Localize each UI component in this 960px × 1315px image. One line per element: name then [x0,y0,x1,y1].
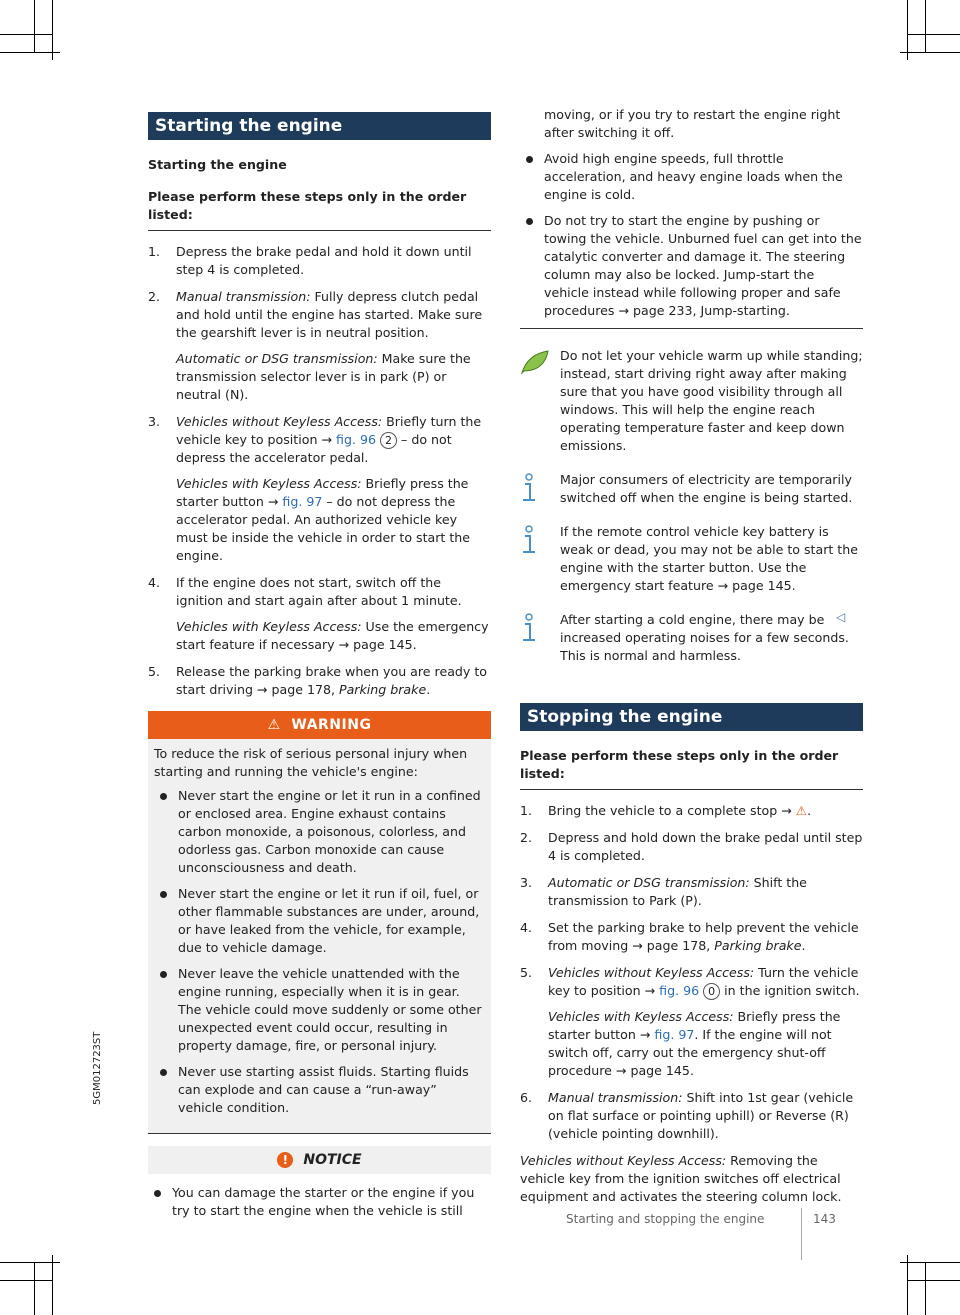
right-column [520,106,863,1206]
left-column [148,112,491,1228]
step-text: Depress the brake pedal and hold it down until step 4 is completed. [176,244,472,277]
notice-header [148,1146,491,1174]
step-text: Release the parking brake when you are ready to start driving → page 178, [176,664,488,697]
step-item [520,1089,863,1143]
step-text: – do not depress the accelerator pedal. [176,432,452,465]
warning-icon[interactable]: ⚠ [795,803,808,818]
note-text: Major consumers of electricity are temporarily switched off when the engine is being started. [560,472,853,505]
step-item [520,829,863,865]
step-item [148,288,491,404]
crop-mark [52,0,53,60]
section-title: Starting the engine [148,112,491,140]
notice-title: NOTICE [303,1152,362,1168]
step-number: 4. [148,575,161,590]
step-text: – do not depress the accelerator pedal. An authorized vehicle key must be inside the vehicle in order to start the engine. [176,494,471,563]
step-number: 1. [520,803,533,818]
crop-mark [925,1263,926,1315]
stop-steps [520,802,863,1143]
crop-mark [908,34,960,35]
notice-list-continued [520,150,863,320]
steps-intro: Please perform these steps only in the order listed: [148,188,491,231]
step-label: Vehicles with Keyless Access: [548,1009,734,1024]
step-number: 1. [148,244,161,259]
step-number: 2. [148,289,161,304]
step-number: 3. [148,414,161,429]
footer-chapter: Starting and stopping the engine [566,1212,765,1226]
crop-mark [52,1255,53,1315]
step-text: Briefly press the starter button [548,1009,841,1042]
step-text: in the ignition switch. [720,983,860,998]
list-item: Never start the engine or let it run in a confined or enclosed area. Engine exhaust contains carbon monoxide, a poisonous, colorless, and odorless gas. Carbon monoxide can cause unconsciousness and death. [154,787,485,877]
subheading: Starting the engine [148,157,287,172]
step-text: Bring the vehicle to a complete stop → [548,803,792,818]
step-item [148,413,491,565]
warning-box [148,711,491,1134]
step-text: Fully depress clutch pedal and hold until the engine has started. Make sure the gearshift lever is in neutral position. [176,289,483,340]
punctuation: . [426,682,431,697]
info-icon [520,525,538,555]
arrow-icon: → [267,494,279,509]
step-label: Manual transmission: [176,289,311,304]
crop-mark [907,1255,908,1315]
step-text: Set the parking brake to help prevent the vehicle from moving → page 178, [548,920,859,953]
list-item: You can damage the starter or the engine if you try to start the engine when the vehicle is still [148,1184,491,1220]
page-number: 143 [813,1212,836,1226]
step-text: Briefly turn the vehicle key to position [176,414,482,447]
step-label: Automatic or DSG transmission: [548,875,750,890]
position-badge: 2 [380,432,397,449]
step-text: . If the engine will not switch off, carry out the emergency shut-off procedure → page 145. [548,1027,832,1078]
closing-label: Vehicles without Keyless Access: [520,1153,727,1168]
step-number: 4. [520,920,533,935]
step-item: 1. Bring the vehicle to a complete stop → ⚠. [520,803,812,818]
crop-mark [907,0,908,60]
arrow-icon: → [321,432,333,447]
step-label: Vehicles with Keyless Access: [176,476,362,491]
step-label: Manual transmission: [548,1090,683,1105]
warning-icon: ⚠ [267,717,281,733]
step-text: Shift the transmission to Park (P). [548,875,807,908]
punctuation: . [801,938,806,953]
figure-link[interactable]: fig. 97 [654,1027,695,1042]
steps-intro: Please perform these steps only in the order listed: [520,747,863,790]
step-text: Use the emergency start feature if necessary → page 145. [176,619,489,652]
crop-mark [34,0,35,52]
crop-mark [0,1280,52,1281]
notice-icon: ! [277,1152,293,1168]
note-text: Do not let your vehicle warm up while standing; instead, start driving right away after making sure that you have good visibility through all windows. This will help the engine reach operating temperature faster and keep down emissions. [560,348,863,453]
list-item: Never leave the vehicle unattended with the engine running, especially when it is in gear. The vehicle could move suddenly or some other unexpected event could occur, resulting in property damage, fire, or personal injury. [154,965,485,1055]
crop-mark [0,34,52,35]
section-end-triangle-icon: ◁ [836,610,846,624]
page-ref-title: Parking brake [714,938,802,953]
info-icon [520,473,538,503]
step-text: Shift into 1st gear (vehicle on flat surface or pointing uphill) or Reverse (R) (vehicle pointing downhill). [548,1090,854,1141]
crop-mark [900,52,960,53]
warning-list [154,787,485,1117]
step-item [520,919,863,955]
crop-mark [900,1262,960,1263]
step-number: 3. [520,875,533,890]
step-item [148,574,491,654]
notice-continued: moving, or if you try to restart the engine right after switching it off. [544,107,841,140]
step-item [520,964,863,1080]
figure-link[interactable]: fig. 97 [282,494,323,509]
warning-title: WARNING [291,717,372,733]
position-badge: 0 [703,983,720,1000]
step-number: 2. [520,830,533,845]
environment-note [520,347,863,455]
info-note [520,471,863,507]
step-text: Turn the vehicle key to position [548,965,859,998]
step-text: Depress and hold down the brake pedal until step 4 is completed. [548,830,863,863]
step-text: Briefly press the starter button [176,476,469,509]
step-label: Vehicles with Keyless Access: [176,619,362,634]
list-item: Avoid high engine speeds, full throttle acceleration, and heavy engine loads when the engine is cold. [520,150,863,204]
list-item: Never use starting assist fluids. Starting fluids can explode and can cause a “run-away” vehicle condition. [154,1063,485,1117]
step-item [148,243,491,279]
warning-intro: To reduce the risk of serious personal injury when starting and running the vehicle's engine: [154,746,468,779]
step-label: Vehicles without Keyless Access: [176,414,383,429]
step-text: If the engine does not start, switch off the ignition and start again after about 1 minute. [176,575,462,608]
crop-mark [0,1262,60,1263]
start-steps [148,243,491,699]
closing-text: Removing the vehicle key from the ignition switches off electrical equipment and activates the steering column lock. [520,1153,842,1204]
step-number: 6. [520,1090,533,1105]
info-icon [520,613,538,643]
list-item: Do not try to start the engine by pushing or towing the vehicle. Unburned fuel can get into the catalytic converter and damage it. The steering column may also be locked. Jump-start the vehicle instead while following proper and safe procedures → page 233, Jump-starting. [520,212,863,320]
document-code: 5GM012723ST [92,1031,103,1105]
figure-link[interactable]: fig. 96 [336,432,376,447]
crop-mark [34,1263,35,1315]
section-title: Stopping the engine [520,703,863,731]
arrow-icon: → [644,983,656,998]
crop-mark [908,1280,960,1281]
page-ref-title: Parking brake [339,682,427,697]
leaf-icon [520,349,550,375]
note-text: If the remote control vehicle key battery is weak or dead, you may not be able to start the engine with the starter button. Use the emergency start feature → page 145. [560,524,858,593]
step-item [520,874,863,910]
step-label: Automatic or DSG transmission: [176,351,378,366]
step-text: Make sure the transmission selector lever is in park (P) or neutral (N). [176,351,471,402]
warning-header [148,711,491,739]
list-item: Never start the engine or let it run if oil, fuel, or other flammable substances are under, around, or have leaked from the vehicle, for example, due to vehicle damage. [154,885,485,957]
step-number: 5. [148,664,161,679]
notice-list [148,1184,491,1220]
closing-paragraph [520,1152,863,1206]
step-label: Vehicles without Keyless Access: [548,965,755,980]
arrow-icon: → [639,1027,651,1042]
note-text: After starting a cold engine, there may be increased operating noises for a few seconds. This is normal and harmless. [560,612,849,663]
info-note [520,611,863,665]
figure-link[interactable]: fig. 96 [659,983,700,998]
step-item [148,663,491,699]
divider [520,328,863,329]
step-number: 5. [520,965,533,980]
crop-mark [0,52,60,53]
crop-mark [925,0,926,52]
info-note [520,523,863,595]
footer-divider [801,1208,802,1260]
